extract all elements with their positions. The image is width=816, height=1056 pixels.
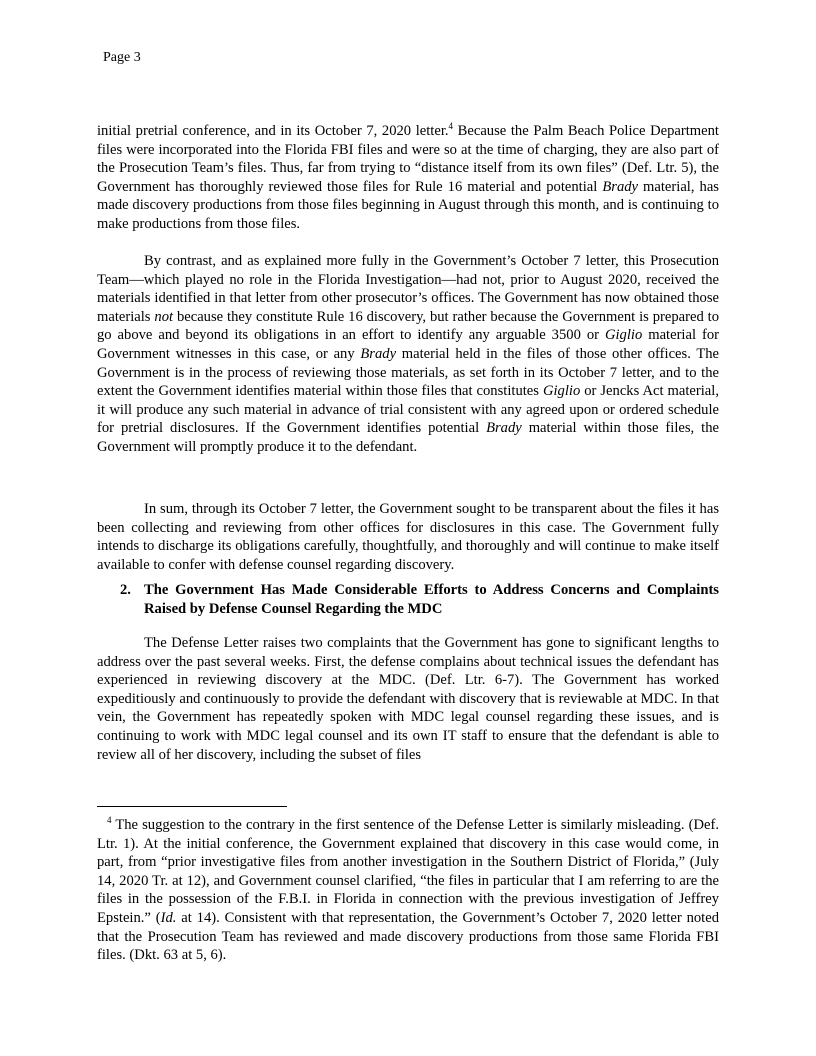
text-run: In sum, through its October 7 letter, the Government sought to be transparent about the files it has been collecting and reviewing from other offices for disclosures in this case. The Government fully intends to discharge its obligations carefully, thoughtfully, and thoroughly and will continue to make itself available to confer with defense counsel regarding discovery. [97,501,719,573]
body-paragraph-1 [97,122,719,234]
text-run: initial pretrial conference, and in its October 7, 2020 letter. [97,123,449,139]
section-number: 2. [120,582,131,598]
page-number: Page 3 [103,50,141,65]
text-run: material within those files, the Government will promptly produce it to the defendant. [97,420,719,455]
paragraph-text [97,252,719,457]
italic-text: Id. [160,909,177,926]
text-run: Because the Palm Beach Police Department files were incorporated into the Florida FBI files and were so at the time of charging, they are also part of the Prosecution Team’s files. Thus, far from trying to “distance itself from its own files” (Def. Ltr. 5), the Government has thoroughly reviewed those files for Rule 16 material and potential [97,123,719,195]
italic-text: not [154,308,174,325]
text-run: material held in the files of those other offices. The Government is in the process of reviewing those materials, as set forth in its October 7 letter, and to the extent the Government identifies material within those files that constitutes [97,345,720,400]
italic-text: Brady [360,345,397,362]
footnote-marker: 4 [107,815,112,825]
paragraph-text [97,500,719,574]
text-run: material, has made discovery productions from those files beginning in August through this month, and is continuing to make productions from those files. [97,178,719,232]
paragraph-text [97,122,719,234]
paragraph-text [97,634,719,764]
body-paragraph-2 [97,252,719,457]
text-run: The suggestion to the contrary in the first sentence of the Defense Letter is similarly misleading. (Def. Ltr. 1). At the initial conference, the Government explained that discovery in this case would come, in part, from “prior investigative files from another investigation in the Southern District of Florida,” (July 14, 2020 Tr. at 12), and Government counsel clarified, “the files in particular that I am referring to are the files in the possession of the F.B.I. in Florida in connection with the previous investigation of Jeffrey Epstein.” ( [97,817,719,926]
text-run: at 14). Consistent with that representation, the Government’s October 7, 2020 letter noted that the Prosecution Team has reviewed and made discovery productions from those same Florida FBI files. (Dkt. 63 at 5, 6). [97,909,719,964]
italic-text: Brady [602,178,639,195]
italic-text: Giglio [542,383,581,400]
footnote-text [97,816,719,965]
body-paragraph-3 [97,500,719,574]
footnote-reference: 4 [448,121,454,131]
section-heading [120,581,719,618]
text-run: By contrast, and as explained more fully in the Government’s October 7 letter, this Prosecution Team—which played no role in the Florida Investigation—had not, prior to August 2020, received the materials identified in that letter from other prosecutor’s offices. The Government has now obtained those materials [97,253,719,325]
body-paragraph-4 [97,634,719,764]
italic-text: Giglio [604,327,643,344]
text-run: material for Government witnesses in this case, or any [97,327,719,362]
text-run: because they constitute Rule 16 discovery, but rather because the Government is prepared to go above and beyond its obligations in an effort to identify any arguable 3500 or [97,308,720,344]
section-title: The Government Has Made Considerable Efforts to Address Concerns and Complaints Raised by Defense Counsel Regarding the MDC [144,582,719,617]
italic-text: Brady [486,420,522,437]
footnote-4 [97,816,719,965]
text-run: or Jencks Act material, it will produce any such material in advance of trial consistent with any agreed upon or ordered schedule for pretrial disclosures. If the Government identifies potential [97,383,719,437]
footnote-body [97,817,719,963]
text-run: The Defense Letter raises two complaints that the Government has gone to significant lengths to address over the past several weeks. First, the defense complains about technical issues the defendant has experienced in reviewing discovery at the MDC. (Def. Ltr. 6-7). The Government has worked expeditiously and continuously to provide the defendant with discovery that is reviewable at MDC. In that vein, the Government has repeatedly spoken with MDC legal counsel regarding these issues, and is continuing to work with MDC legal counsel and its own IT staff to ensure that the defendant is able to review all of her discovery, including the subset of files [97,635,719,763]
footnote-separator [97,806,287,807]
